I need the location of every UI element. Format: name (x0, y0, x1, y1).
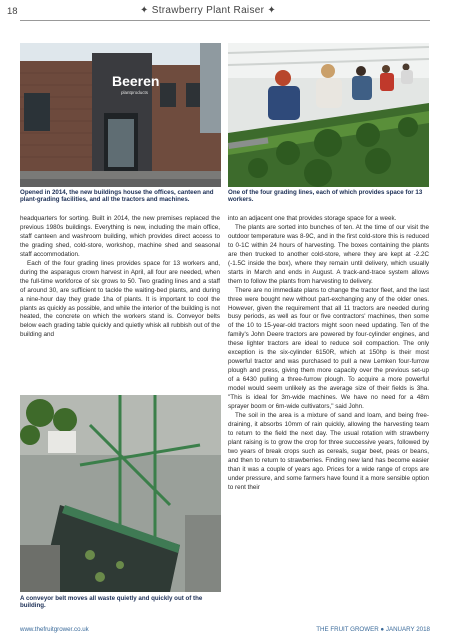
grading-line-photo (228, 43, 429, 187)
right-paragraph-1: into an adjacent one that provides storage space for a week. (228, 215, 397, 222)
beeren-logo-subtext: plantproducts (121, 90, 149, 95)
page-number: 18 (7, 6, 18, 17)
right-paragraph-4: The soil in the area is a mixture of sand and loam, and being free-draining, it absorbs 10mm of rain quickly, allowing the harvesting team to return to the field the next day. The usual rotation with strawberry plant raising is to grow the crop for three successive years, followed by two years of break crops such as cereals, sugar beet, peas or beans, and then to return to strawberries. Finding new land has become easier than it was a couple of years ago. Prices for a wide range of crops are under pressure, and some farmers have found it a more sensible option to rent their (228, 411, 429, 491)
beeren-logo-text: Beeren (112, 73, 160, 89)
right-column-text (228, 215, 429, 493)
footer-issue: THE FRUIT GROWER ● JANUARY 2018 (316, 626, 430, 633)
section-header: ✦ Strawberry Plant Raiser ✦ (140, 5, 277, 16)
footer-website: www.thefruitgrower.co.uk (20, 626, 89, 633)
left-column-text (20, 215, 220, 340)
grading-line-caption: One of the four grading lines, each of which provides space for 13 workers. (228, 189, 423, 204)
left-paragraph-1: headquarters for sorting. Built in 2014, the new premises replaced the previous 1980s buildings. Everything is new, including the main office, staff canteen and washroom building, which provides direct access to the grading shed, cold-store, workshop, machine shed and seasonal staff accommodation. (20, 215, 220, 258)
right-paragraph-2: The plants are sorted into bunches of ten. At the time of our visit the outdoor temperature was 8-9C, and in the first cold-store this is reduced to 0-1C within 24 hours of harvesting. The boxes containing the plants are then trucked to another cold-store, where they are kept at -2.2C (-1.5C inside the box), where they remain until delivery, which usually starts in March and ends in August. A track-and-trace system allows them to follow the plants from harvesting to delivery. (228, 223, 429, 285)
left-paragraph-2: Each of the four grading lines provides space for 13 workers and, during the asparagus crown harvest in April, all four are needed, when the full-time workforce of six grows to 50. Two grading lines and a staff of around 30, are sufficient to tackle the waiting-bed plants, and during a nine-hour day they grade 1ha of plants. It is important to cool the plants as quickly as possible, and while the interior of the building is not heated, the concrete on which the workers stand is. Conveyor belts below each grading table quickly and quietly whisk all rubbish out of the building and (20, 259, 220, 339)
building-photo (20, 43, 221, 187)
building-caption: Opened in 2014, the new buildings house the offices, canteen and plant-grading facilities, and all the tractors and machines. (20, 189, 214, 204)
header-rule (20, 20, 430, 21)
right-paragraph-3: There are no immediate plans to change the tractor fleet, and the last three were bought new without part-exchanging any of the older ones. However, given the requirement that all 11 tractors are needed during busy periods, as well as four or five contractors' machines, then some of the 10 to 15-year-old tractors might soon need updating. Ten of the family's John Deere tractors are powered by four-cylinder engines, and these lighter tractors are ideal to reduce soil compaction. The only exception is the six-cylinder 6150R, which at 150hp is their most powerful tractor and was purchased to pull a new Lemken four-furrow plough and press, giving them more capacity over the previous set-up of a 6430 pulling a three-furrow plough. To acquire a more powerful model would seem unlikely as the average size of their fields is 3ha. "This is ideal for 3m-wide machines. We have no need for a 48m sprayer boom or 6m-wide cultivators," said John. (228, 286, 429, 411)
conveyor-photo (20, 395, 221, 592)
conveyor-caption: A conveyor belt moves all waste quietly and quickly out of the building. (20, 595, 203, 610)
